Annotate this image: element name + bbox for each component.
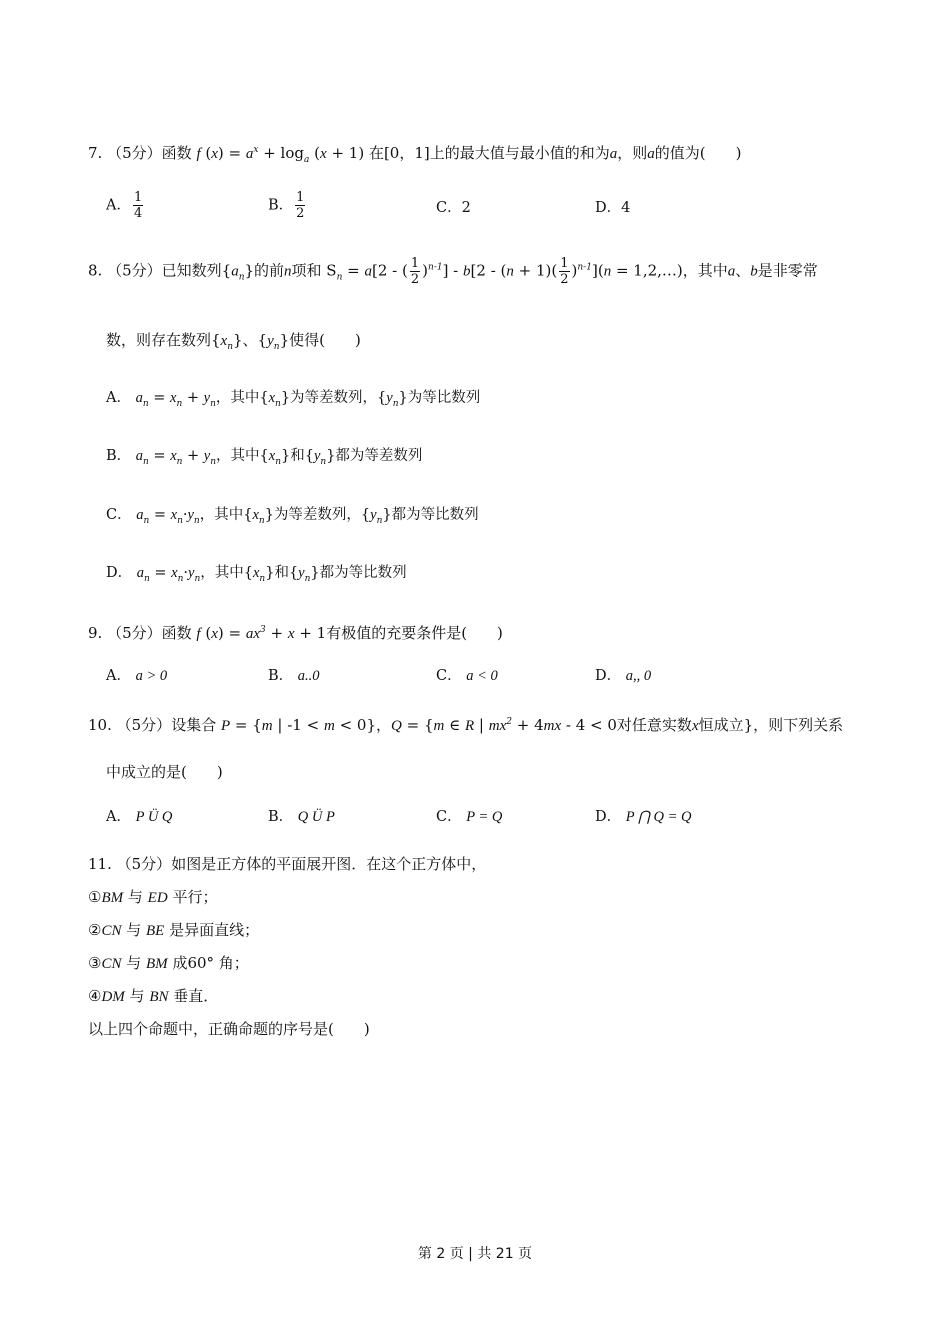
q10-option-b[interactable]: B． Q Ü P	[268, 809, 335, 825]
q7-option-a[interactable]: A． $\frac{1}{4}$	[106, 190, 143, 221]
question-10-stem: 10. （5分）设集合 P = {m | -1 < m < 0}，Q = {m ∈ R | $mx^2 + 4mx - 4 < 0$对任意实数x恒成立}，则下列关系	[88, 716, 844, 734]
q8-option-d[interactable]: D． $a_n = x_n\cdot y_n$，其中$\{x_n\}$和$\{y_n\}$都为等比数列	[106, 565, 407, 584]
question-10-stem-cont: 中成立的是( )	[106, 763, 223, 781]
q10-option-d[interactable]: D． P ⋂ Q = Q	[595, 809, 692, 825]
question-8-stem: 8. （5分）已知数列$\{a_n\}$的前n项和 $S_n = a[2$ - ( $\frac{1}{2}$ )$^{n-1}$] - b[2 - (n + 1)( $\frac{1}{2}$ )$^{n-1}$](n = 1,2,…)，其中a、b是非零常	[88, 256, 818, 287]
q10-option-a[interactable]: A． P Ü Q	[106, 809, 173, 825]
q7-math: f	[196, 146, 201, 162]
q8-option-c[interactable]: C． $a_n = x_n\cdot y_n$，其中$\{x_n\}$为等差数列，$\{y_n\}$都为等比数列	[106, 507, 479, 526]
q8-option-a[interactable]: A． $a_n = x_n + y_n$，其中$\{x_n\}$为等差数列，$\{y_n\}$为等比数列	[106, 390, 481, 409]
question-9-stem: 9. （5分）函数 f $(x) = ax^3 + x + 1$有极值的充要条件是( )	[88, 624, 503, 642]
page-footer: 第 2 页 | 共 21 页	[417, 1246, 533, 1262]
question-8-stem-cont: 数，则存在数列$\{x_n\}$、$\{y_n\}$使得( )	[106, 331, 361, 352]
q7-option-d[interactable]: D．4	[595, 200, 631, 216]
q7-option-c[interactable]: C．2	[436, 200, 471, 216]
q11-item-1: ①BM 与 ED 平行；	[88, 888, 218, 906]
q11-item-4: ④DM 与 BN 垂直．	[88, 987, 219, 1005]
q11-item-3: ③CN 与 BM 成60° 角；	[88, 954, 249, 972]
q10-option-c[interactable]: C． P = Q	[436, 809, 503, 825]
q8-option-b[interactable]: B． $a_n = x_n + y_n$，其中$\{x_n\}$和$\{y_n\}$都为等差数列	[106, 448, 423, 467]
q9-option-b[interactable]: B． a..0	[268, 668, 320, 684]
q9-option-d[interactable]: D． a,, 0	[595, 668, 652, 684]
q11-item-2: ②CN 与 BE 是异面直线；	[88, 921, 260, 939]
q11-closing: 以上四个命题中，正确命题的序号是( )	[88, 1020, 370, 1038]
question-11-stem: 11. （5分）如图是正方体的平面展开图．在这个正方体中，	[88, 855, 487, 873]
q9-option-a[interactable]: A． a > 0	[106, 668, 168, 684]
question-7-stem: 7. （5分）函数 f $(x) = a^x + \log_a (x + 1)$ 在[0，1]上的最大值与最小值的和为a，则a的值为( )	[88, 144, 742, 165]
q7-option-b[interactable]: B． $\frac{1}{2}$	[268, 190, 305, 221]
q9-option-c[interactable]: C． a < 0	[436, 668, 498, 684]
